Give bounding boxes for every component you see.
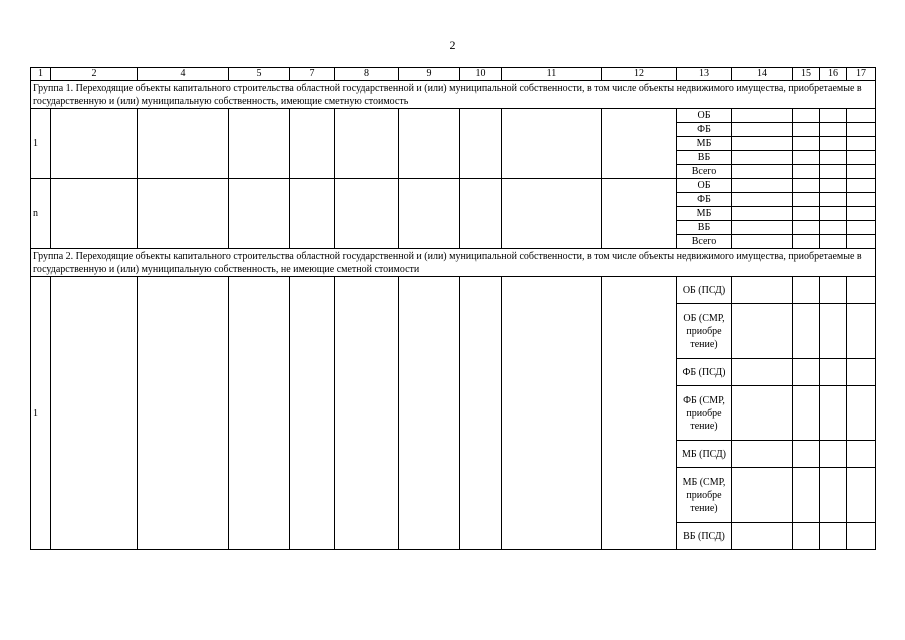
column-header: 1 <box>31 68 51 81</box>
table-cell <box>732 468 793 523</box>
table-cell <box>820 165 847 179</box>
funding-source: ОБ (СМР, приобре тение) <box>677 304 732 359</box>
table-cell <box>793 109 820 123</box>
object-number: n <box>31 179 51 249</box>
table-cell <box>820 179 847 193</box>
table-cell <box>732 207 793 221</box>
funding-source: ФБ <box>677 193 732 207</box>
column-header: 13 <box>677 68 732 81</box>
table-cell <box>793 386 820 441</box>
table-cell <box>847 441 876 468</box>
table-cell <box>847 468 876 523</box>
table-cell <box>732 277 793 304</box>
table-cell <box>732 386 793 441</box>
table-cell <box>732 123 793 137</box>
table-cell <box>793 221 820 235</box>
funding-source: МБ <box>677 137 732 151</box>
table-cell <box>399 179 460 249</box>
funding-source: ОБ (ПСД) <box>677 277 732 304</box>
table-cell <box>138 109 229 179</box>
table-cell <box>732 235 793 249</box>
table-cell <box>732 137 793 151</box>
table-cell <box>847 359 876 386</box>
funding-source: ОБ <box>677 179 732 193</box>
table-cell <box>502 179 602 249</box>
column-header: 11 <box>502 68 602 81</box>
funding-source: МБ (ПСД) <box>677 441 732 468</box>
table-cell <box>290 109 335 179</box>
table-cell <box>847 179 876 193</box>
table-cell <box>732 359 793 386</box>
table-cell <box>820 359 847 386</box>
column-header: 7 <box>290 68 335 81</box>
table-cell <box>138 277 229 550</box>
table-cell <box>793 359 820 386</box>
table-cell <box>51 109 138 179</box>
table-cell <box>793 235 820 249</box>
table-cell <box>290 179 335 249</box>
table-cell <box>399 277 460 550</box>
funding-source: МБ (СМР, приобре тение) <box>677 468 732 523</box>
table-cell <box>793 193 820 207</box>
funding-source: МБ <box>677 207 732 221</box>
table-cell <box>847 386 876 441</box>
funding-source: ОБ <box>677 109 732 123</box>
column-header: 16 <box>820 68 847 81</box>
table-cell <box>847 207 876 221</box>
table-cell <box>820 304 847 359</box>
table-cell <box>732 165 793 179</box>
table-cell <box>460 109 502 179</box>
table-cell <box>602 179 677 249</box>
column-header: 15 <box>793 68 820 81</box>
group2-title: Группа 2. Переходящие объекты капитального строительства областной государственной и (или) муниципальной собственности, в том числе объекты недвижимого имущества, приобретаемые в государственную и (или) муниципальную собственность, не имеющие сметной стоимости <box>31 249 876 277</box>
table-cell <box>793 179 820 193</box>
table-cell <box>847 123 876 137</box>
table-cell <box>847 304 876 359</box>
table-cell <box>820 193 847 207</box>
table-cell <box>820 468 847 523</box>
table-cell <box>793 137 820 151</box>
table-cell <box>502 277 602 550</box>
object-number: 1 <box>31 109 51 179</box>
table-cell <box>602 109 677 179</box>
funding-source: ФБ (ПСД) <box>677 359 732 386</box>
table-row <box>31 179 876 193</box>
page-number: 2 <box>449 38 456 52</box>
table-cell <box>820 123 847 137</box>
table-cell <box>847 151 876 165</box>
table-cell <box>847 193 876 207</box>
column-header: 17 <box>847 68 876 81</box>
table-cell <box>793 441 820 468</box>
table-cell <box>229 179 290 249</box>
funding-source: Всего <box>677 165 732 179</box>
column-header: 12 <box>602 68 677 81</box>
column-header: 5 <box>229 68 290 81</box>
table-cell <box>820 523 847 550</box>
funding-source: ВБ <box>677 151 732 165</box>
table-cell <box>335 277 399 550</box>
table-row <box>31 109 876 123</box>
table-cell <box>51 277 138 550</box>
table-cell <box>793 151 820 165</box>
table-cell <box>793 277 820 304</box>
budget-form-table <box>30 67 876 550</box>
table-cell <box>820 207 847 221</box>
table-cell <box>847 277 876 304</box>
column-header: 14 <box>732 68 793 81</box>
table-cell <box>793 207 820 221</box>
table-cell <box>460 277 502 550</box>
column-header: 10 <box>460 68 502 81</box>
table-cell <box>793 165 820 179</box>
column-header: 8 <box>335 68 399 81</box>
table-cell <box>847 165 876 179</box>
column-header: 9 <box>399 68 460 81</box>
funding-source: ФБ <box>677 123 732 137</box>
column-header-row <box>31 68 876 81</box>
table-cell <box>399 109 460 179</box>
table-cell <box>847 235 876 249</box>
table-cell <box>820 221 847 235</box>
table-cell <box>847 137 876 151</box>
table-cell <box>732 109 793 123</box>
table-cell <box>820 277 847 304</box>
table-cell <box>229 109 290 179</box>
table-cell <box>820 109 847 123</box>
table-cell <box>847 109 876 123</box>
table-cell <box>732 179 793 193</box>
table-cell <box>732 304 793 359</box>
group1-title: Группа 1. Переходящие объекты капитального строительства областной государственной и (или) муниципальной собственности, в том числе объекты недвижимого имущества, приобретаемые в государственную и (или) муниципальную собственность, имеющие сметную стоимость <box>31 81 876 109</box>
table-cell <box>847 221 876 235</box>
table-cell <box>732 193 793 207</box>
column-header: 2 <box>51 68 138 81</box>
table-cell <box>820 441 847 468</box>
table-cell <box>732 221 793 235</box>
table-cell <box>793 468 820 523</box>
funding-source: ФБ (СМР, приобре тение) <box>677 386 732 441</box>
table-cell <box>460 179 502 249</box>
column-header: 4 <box>138 68 229 81</box>
table-cell <box>502 109 602 179</box>
table-cell <box>847 523 876 550</box>
table-cell <box>335 179 399 249</box>
table-cell <box>138 179 229 249</box>
table-cell <box>820 137 847 151</box>
object-number: 1 <box>31 277 51 550</box>
table-cell <box>51 179 138 249</box>
table-cell <box>793 304 820 359</box>
table-cell <box>290 277 335 550</box>
table-cell <box>793 523 820 550</box>
funding-source: Всего <box>677 235 732 249</box>
table-cell <box>732 523 793 550</box>
funding-source: ВБ <box>677 221 732 235</box>
table-cell <box>732 441 793 468</box>
table-cell <box>820 235 847 249</box>
group-title-row <box>31 81 876 109</box>
table-cell <box>229 277 290 550</box>
table-row <box>31 277 876 304</box>
table-cell <box>820 386 847 441</box>
group-title-row <box>31 249 876 277</box>
table-cell <box>820 151 847 165</box>
table-cell <box>793 123 820 137</box>
table-cell <box>335 109 399 179</box>
table-cell <box>602 277 677 550</box>
table-cell <box>732 151 793 165</box>
funding-source: ВБ (ПСД) <box>677 523 732 550</box>
